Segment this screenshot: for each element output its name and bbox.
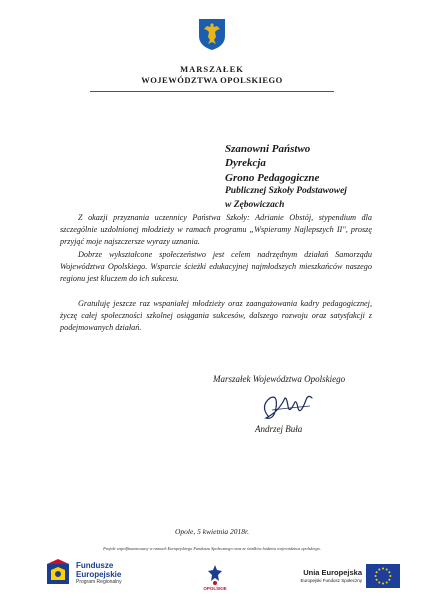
letter-paragraph: Gratuluję jeszcze raz wspaniałej młodzieży oraz zaangażowania kadry pedagogicznej, życzę całej społeczności szkolnej osiągania sukcesów, dalszego rozwoju oraz satysfakcji z podejmowanych działań. (60, 299, 372, 332)
fe-logo-line3: Program Regionalny (76, 579, 122, 585)
opolskie-logo-text: OPOLSKIE (203, 586, 227, 591)
recipient-line: Grono Pedagogiczne (225, 172, 320, 184)
header-divider (90, 91, 334, 92)
recipient-line: Publicznej Szkoły Podstawowej (225, 186, 347, 196)
place-and-date: Opole, 5 kwietnia 2018r. (175, 527, 249, 536)
fundusze-europejskie-logo (46, 558, 166, 594)
opolskie-logo (195, 564, 235, 594)
issuer-title-line2: WOJEWÓDZTWA OPOLSKIEGO (141, 75, 283, 85)
cofinancing-note: Projekt współfinansowany w ramach Europejskiego Funduszu Społecznego oraz ze środków budżetu województwa opolskiego. (103, 546, 321, 551)
fundusze-europejskie-mark-icon (46, 558, 72, 586)
issuer-title-line1: MARSZAŁEK (180, 64, 244, 74)
signatory-name: Andrzej Buła (255, 424, 303, 434)
eu-flag-icon (366, 564, 400, 588)
ue-logo-line2: Europejski Fundusz Społeczny (300, 578, 362, 583)
recipient-salutation: Szanowni Państwo (225, 143, 311, 155)
signatory-title: Marszałek Województwa Opolskiego (213, 374, 346, 384)
recipient-line: Dyrekcja (225, 157, 266, 169)
letter-paragraph: Z okazji przyznania uczennicy Państwa Szkoły: Adrianie Obstój, stypendium dla szczególnie uzdolnionej młodzieży w ramach programu „Wspieramy Najlepszych II", proszę przyjąć moje najszczersze wyrazy uznania. (60, 213, 372, 246)
opolskie-mark-icon (207, 564, 223, 586)
handwritten-signature (258, 386, 318, 426)
ue-logo-line1: Unia Europejska (303, 568, 362, 577)
fe-logo-line2: Europejskie (76, 570, 122, 579)
fe-logo-line1: Fundusze (76, 561, 114, 570)
recipient-line: w Zębowiczach (225, 200, 285, 210)
voivodeship-crest-icon (198, 18, 226, 51)
letter-paragraph: Dobrze wykształcone społeczeństwo jest celem nadrzędnym działań Samorządu Województwa Opolskiego. Wsparcie ścieżki edukacyjnej najmłodszych mieszkańców naszego regionu jest kluczem do ich sukcesu. (60, 250, 372, 283)
unia-europejska-logo (290, 562, 400, 592)
